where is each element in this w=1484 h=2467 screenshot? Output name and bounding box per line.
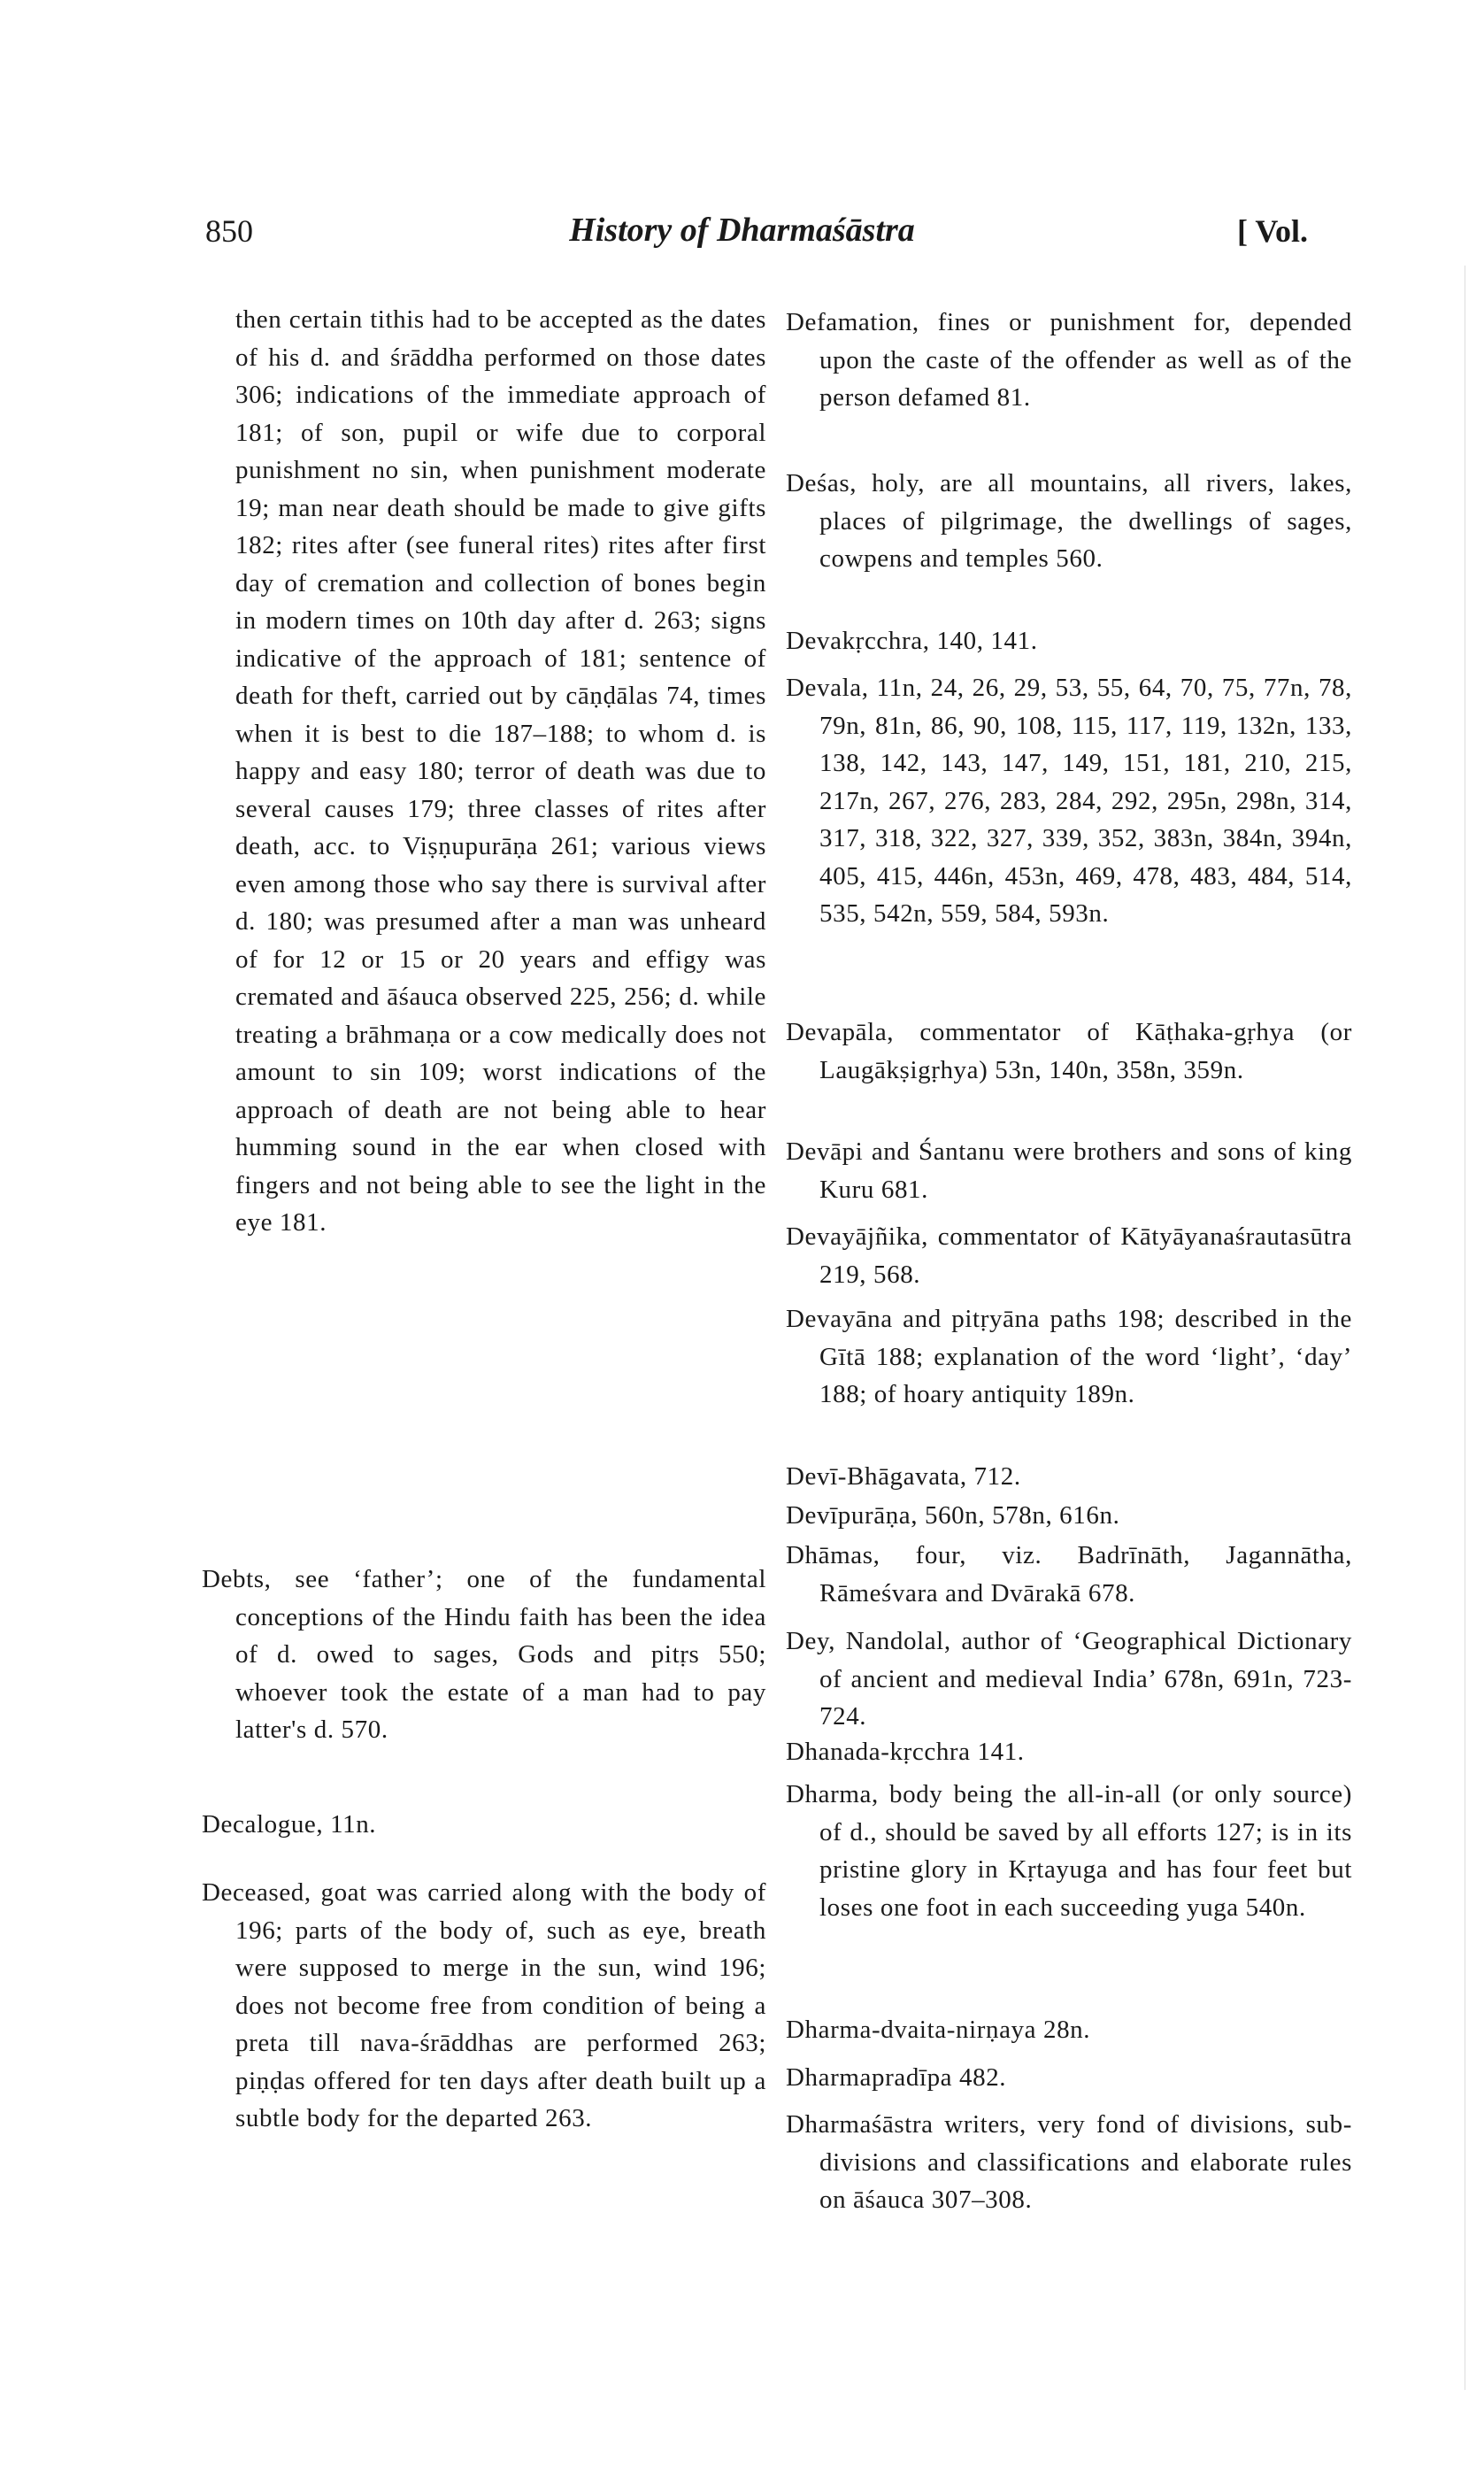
index-entry-dey: Dey, Nandolal, author of ‘Geographical Dictionary of ancient and medieval India’ 678n, 691n, 723-724. (786, 1627, 1352, 1731)
index-entry-devipurana: Devīpurāṇa, 560n, 578n, 616n. (786, 1501, 1120, 1530)
page-number: 850 (205, 213, 253, 249)
index-entry-dhanada: Dhanada-kṛcchra 141. (786, 1738, 1025, 1766)
index-entry-dhamas: Dhāmas, four, viz. Badrīnāth, Jagannātha, Rāmeśvara and Dvārakā 678. (786, 1541, 1352, 1607)
index-entry-devakrcchra: Devakṛcchra, 140, 141. (786, 627, 1038, 655)
index-entry-death-continued: then certain tithis had to be accepted as the dates of his d. and śrāddha performed on those dates 306; indications of the immediate approach of 181; of son, pupil or wife due to corporal punishment no sin, when punishment moderate 19; man near death should be made to give gifts 182; rites after (see funeral rites) rites after first day of cremation and collection of bones begin in modern times on 10th day after d. 263; signs indicative of the approach of 181; sentence of death for theft, carried out by cāṇḍālas 74, times when it is best to die 187–188; to whom d. is happy and easy 180; terror of death was due to several causes 179; three classes of rites after death, acc. to Viṣṇupurāṇa 261; various views even among those who say there is survival after d. 180; was presumed after a man was unheard of for 12 or 15 or 20 years and effigy was cremated and āśauca observed 225, 256; d. while treating a brāhmaṇa or a cow medically does not amount to sin 109; worst indications of the approach of death are not being able to hear humming sound in the ear when closed with fingers and not being able to see the light in the eye 181. (235, 305, 766, 1237)
running-title: History of Dharmaśāstra (569, 212, 915, 249)
index-entry-devala: Devala, 11n, 24, 26, 29, 53, 55, 64, 70, 75, 77n, 78, 79n, 81n, 86, 90, 108, 115, 117, 119, 132n, 133, 138, 142, 143, 147, 149, 151, 181, 210, 215, 217n, 267, 276, 283, 284, 292, 295n, 298n, 314, 317, 318, 322, 327, 339, 352, 383n, 384n, 394n, 405, 415, 446n, 453n, 469, 478, 483, 484, 514, 535, 542n, 559, 584, 593n. (786, 674, 1352, 928)
index-entry-desas: Deśas, holy, are all mountains, all rivers, lakes, places of pilgrimage, the dwellings of sages, cowpens and temples 560. (786, 469, 1352, 573)
index-entry-devi-bhagavata: Devī-Bhāgavata, 712. (786, 1462, 1021, 1491)
index-entry-dharma-dvaita: Dharma-dvaita-nirṇaya 28n. (786, 2016, 1091, 2044)
index-entry-dharma: Dharma, body being the all-in-all (or only source) of d., should be saved by all efforts 127; is in its pristine glory in Kṛtayuga and has four feet but loses one foot in each succeeding yuga 540n. (786, 1780, 1352, 1922)
index-entry-decalogue: Decalogue, 11n. (202, 1810, 377, 1839)
index-entry-dharmasastra: Dharmaśāstra writers, very fond of divisions, sub-divisions and classifications and elaborate rules on āśauca 307–308. (786, 2110, 1352, 2214)
index-entry-debts: Debts, see ‘father’; one of the fundamental conceptions of the Hindu faith has been the idea of d. owed to sages, Gods and pitṛs 550; whoever took the estate of a man had to pay latter's d. 570. (202, 1565, 766, 1744)
index-entry-defamation: Defamation, fines or punishment for, depended upon the caste of the offender as well as of the person defamed 81. (786, 308, 1352, 412)
volume-label: [ Vol. (1237, 213, 1309, 249)
index-entry-dharmapradipa: Dharmapradīpa 482. (786, 2063, 1007, 2092)
index-entry-devayajnika: Devayājñika, commentator of Kātyāyanaśrautasūtra 219, 568. (786, 1222, 1352, 1289)
index-entry-devapala: Devapāla, commentator of Kāṭhaka-gṛhya (or Laugākṣigṛhya) 53n, 140n, 358n, 359n. (786, 1018, 1352, 1084)
index-entry-deceased: Deceased, goat was carried along with the body of 196; parts of the body of, such as eye, breath were supposed to merge in the sun, wind 196; does not become free from condition of being a preta till nava-śrāddhas are performed 263; piṇḍas offered for ten days after death built up a subtle body for the departed 263. (202, 1878, 766, 2132)
index-entry-devapi: Devāpi and Śantanu were brothers and sons of king Kuru 681. (786, 1137, 1352, 1204)
index-entry-devayana: Devayāna and pitṛyāna paths 198; described in the Gītā 188; explanation of the word ‘light’, ‘day’ 188; of hoary antiquity 189n. (786, 1305, 1352, 1408)
